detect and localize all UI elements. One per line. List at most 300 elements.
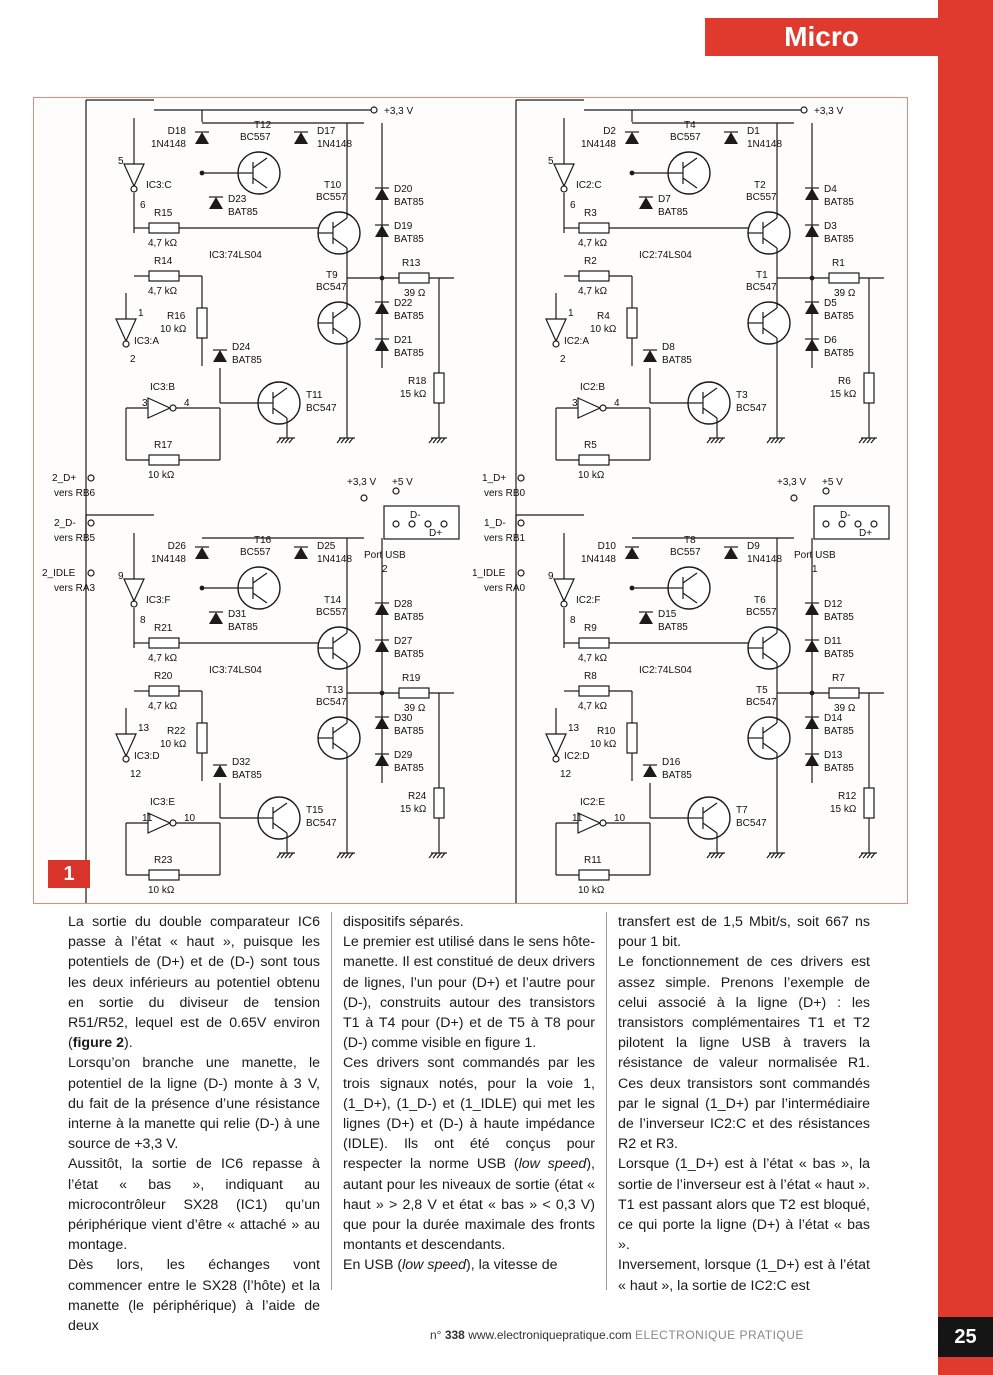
paragraph: [343, 932, 595, 1053]
component-label: BAT85: [824, 234, 854, 245]
resistor: [149, 223, 179, 233]
component-label: BAT85: [658, 622, 688, 633]
junction-dot: [630, 586, 635, 591]
component-label: IC3:74LS04: [209, 250, 262, 261]
resistor: [149, 455, 179, 465]
wire: [719, 853, 723, 858]
component-label: R24: [408, 791, 427, 802]
resistor: [579, 455, 609, 465]
resistor: [864, 788, 874, 818]
component-label: 4,7 kΩ: [578, 701, 608, 712]
inverter-bubble: [561, 601, 567, 607]
usb-port: [777, 477, 889, 575]
inverter: [578, 398, 600, 418]
component-label: T14: [324, 595, 342, 606]
component-label: D16: [662, 757, 681, 768]
component-label: D31: [228, 609, 247, 620]
component-label: BC557: [670, 547, 701, 558]
component-label: 10 kΩ: [160, 739, 187, 750]
component-label: R2: [584, 256, 597, 267]
wire: [767, 853, 771, 858]
resistor: [434, 373, 444, 403]
component-label: 2: [560, 354, 566, 365]
resistor: [149, 870, 179, 880]
component-label: D2: [603, 126, 616, 137]
component-label: D6: [824, 335, 837, 346]
wire: [715, 853, 719, 858]
wire: [711, 438, 715, 443]
wire: [281, 853, 285, 858]
component-label: BAT85: [232, 355, 262, 366]
wire: [437, 438, 441, 443]
component-label: D32: [232, 757, 251, 768]
wire: [337, 438, 341, 443]
wire: [341, 438, 345, 443]
component-label: 15 kΩ: [400, 804, 427, 815]
wire: [441, 438, 445, 443]
paragraph: [68, 1255, 320, 1336]
component-label: BAT85: [228, 207, 258, 218]
wire: [779, 438, 783, 443]
component-label: 11: [572, 813, 583, 824]
component-label: 4,7 kΩ: [148, 653, 178, 664]
terminal: [361, 495, 367, 501]
component-label: R3: [584, 208, 597, 219]
article-column-1: [68, 912, 320, 1336]
component-label: BC547: [746, 697, 777, 708]
component-label: T15: [306, 805, 324, 816]
component-label: T3: [736, 390, 748, 401]
wire: [707, 853, 711, 858]
component-label: BAT85: [394, 649, 424, 660]
component-label: +3,3 V: [777, 477, 807, 488]
component-label: D7: [658, 194, 671, 205]
paragraph: [618, 912, 870, 952]
diode: [195, 547, 209, 559]
component-label: vers RA0: [484, 583, 526, 594]
component-label: T9: [326, 270, 338, 281]
wire: [867, 438, 871, 443]
component-label: 4,7 kΩ: [578, 238, 608, 249]
driver-stage: [86, 100, 454, 538]
component-label: 12: [130, 769, 142, 780]
component-label: +3,3 V: [814, 106, 844, 117]
inverter-bubble: [123, 341, 129, 347]
component-label: 39 Ω: [404, 703, 426, 714]
component-label: 39 Ω: [834, 703, 856, 714]
component-label: +5 V: [392, 477, 413, 488]
wire: [775, 438, 779, 443]
terminal: [801, 107, 807, 113]
inverter-bubble: [170, 405, 176, 411]
component-label: 2_D-: [54, 518, 76, 529]
text-run: Dès lors, les échanges vont commencer entre le SX28 (l’hôte) et la manette (le périphérique) à l’aide de deux: [68, 1257, 320, 1335]
text-run: Ces drivers sont commandés par les trois signaux notés, pour la voie 1, (1_D+), (1_D-) et (1_IDLE) qui met les lignes (D+) et (D-) à haute impédance (IDLE). Ils ont été conçus pour respecter la norme USB (: [343, 1055, 595, 1173]
component-label: D28: [394, 599, 413, 610]
component-label: 10 kΩ: [590, 739, 617, 750]
terminal: [791, 495, 797, 501]
wire: [441, 853, 445, 858]
text-run: La sortie du double comparateur IC6 passe à l’état « haut », puisque les potentiels de (D+) et de (D-) sont tous les deux inférieurs au potentiel obtenu en sortie du diviseur de tension R51/R52, lequel est de 0.65V environ (: [68, 914, 320, 1052]
component-label: IC2:F: [576, 595, 601, 606]
text-run: Lorsque (1_D+) est à l’état « bas », la sortie de l’inverseur est à l’état « haut ». T1 est passant alors que T2 est bloqué, ce qui porte la ligne (D+) à l’état « bas ».: [618, 1156, 870, 1254]
component-label: D25: [317, 541, 336, 552]
wire: [863, 853, 867, 858]
component-label: 3: [142, 398, 148, 409]
component-label: 11: [142, 813, 153, 824]
component-label: 1: [568, 308, 574, 319]
component-label: D13: [824, 750, 843, 761]
paragraph: [343, 912, 595, 932]
schematic-svg: [34, 98, 907, 903]
inverter: [124, 164, 144, 186]
component-label: IC3:C: [146, 180, 172, 191]
component-label: R19: [402, 673, 421, 684]
component-label: R11: [584, 855, 602, 866]
resistor: [627, 723, 637, 753]
component-label: 4,7 kΩ: [148, 286, 178, 297]
component-label: T6: [754, 595, 766, 606]
component-label: D8: [662, 342, 675, 353]
diode: [195, 132, 209, 144]
component-label: BC547: [306, 818, 337, 829]
component-label: 6: [570, 200, 576, 211]
resistor: [579, 686, 609, 696]
component-label: BAT85: [232, 770, 262, 781]
component-label: BC557: [746, 192, 777, 203]
component-label: 2: [130, 354, 136, 365]
component-label: D14: [824, 713, 843, 724]
inverter: [116, 319, 136, 341]
text-run: ).: [123, 1035, 133, 1052]
resistor: [149, 686, 179, 696]
wire: [337, 853, 341, 858]
component-label: 1N4148: [580, 139, 616, 150]
inverter-bubble: [600, 405, 606, 411]
component-label: 10: [184, 813, 196, 824]
inverter: [554, 579, 574, 601]
channel-1: [42, 100, 459, 903]
component-label: BC547: [736, 818, 767, 829]
component-label: BAT85: [662, 770, 692, 781]
terminal: [855, 521, 861, 527]
component-label: BC557: [316, 192, 347, 203]
component-label: 5: [548, 156, 554, 167]
component-label: 4,7 kΩ: [578, 286, 608, 297]
diode: [213, 350, 227, 362]
component-label: D+: [429, 528, 443, 539]
component-label: D10: [597, 541, 616, 552]
component-label: vers RB1: [484, 533, 526, 544]
wire: [775, 853, 779, 858]
component-label: R8: [584, 671, 597, 682]
component-label: Port USB: [364, 550, 406, 561]
terminal: [371, 107, 377, 113]
component-label: D27: [394, 636, 413, 647]
component-label: IC2:74LS04: [639, 665, 692, 676]
diode: [625, 547, 639, 559]
component-label: vers RA3: [54, 583, 96, 594]
inverter-bubble: [561, 186, 567, 192]
inverter-bubble: [553, 341, 559, 347]
section-tab: Micro: [705, 18, 938, 56]
component-label: BAT85: [394, 311, 424, 322]
component-label: BAT85: [824, 726, 854, 737]
paragraph: [618, 1255, 870, 1295]
wire: [715, 438, 719, 443]
wire: [341, 853, 345, 858]
component-label: BAT85: [394, 726, 424, 737]
wire: [863, 438, 867, 443]
wire: [767, 438, 771, 443]
column-divider: [331, 912, 332, 1290]
inverter-bubble: [131, 601, 137, 607]
resistor: [434, 788, 444, 818]
text-run: transfert est de 1,5 Mbit/s, soit 667 ns pour 1 bit.: [618, 914, 870, 951]
diode: [639, 197, 653, 209]
text-run: figure 2: [72, 1035, 124, 1052]
wire: [349, 438, 353, 443]
component-label: 1N4148: [747, 554, 783, 565]
component-label: BC557: [240, 547, 271, 558]
paragraph: [618, 952, 870, 1154]
component-label: BAT85: [824, 612, 854, 623]
component-label: D1: [747, 126, 760, 137]
diode: [213, 765, 227, 777]
component-label: R21: [154, 623, 173, 634]
component-label: T4: [684, 120, 696, 131]
component-label: T8: [684, 535, 696, 546]
component-label: D4: [824, 184, 837, 195]
terminal: [393, 521, 399, 527]
terminal: [518, 570, 524, 576]
wire: [289, 438, 293, 443]
terminal: [88, 520, 94, 526]
component-label: D-: [410, 510, 421, 521]
driver-stage: [516, 515, 884, 903]
terminal: [425, 521, 431, 527]
website: www.electroniquepratique.com: [468, 1328, 632, 1342]
component-label: R15: [154, 208, 173, 219]
inverter-bubble: [123, 756, 129, 762]
diode: [209, 612, 223, 624]
component-label: 4,7 kΩ: [148, 701, 178, 712]
component-label: 4: [184, 398, 190, 409]
wire: [285, 853, 289, 858]
component-label: IC2:B: [580, 382, 606, 393]
component-label: D3: [824, 221, 837, 232]
diode: [294, 547, 308, 559]
component-label: R14: [154, 256, 173, 267]
text-run: En USB (: [343, 1257, 403, 1274]
diode: [643, 350, 657, 362]
driver-stage: [516, 100, 884, 538]
wire: [285, 438, 289, 443]
terminal: [88, 475, 94, 481]
column-divider: [606, 912, 607, 1290]
component-label: Port USB: [794, 550, 836, 561]
component-label: IC3:F: [146, 595, 171, 606]
component-label: 1N4148: [747, 139, 783, 150]
text-run: ), autant pour les niveaux de sortie (état « haut » > 2,8 V et état « bas » < 0,3 V) que pour la durée maximale des fronts montants et descendants.: [343, 1156, 595, 1254]
component-label: 3: [572, 398, 578, 409]
component-label: 10 kΩ: [578, 885, 605, 896]
component-label: D22: [394, 298, 413, 309]
wire: [719, 438, 723, 443]
diode: [209, 197, 223, 209]
diode: [724, 132, 738, 144]
junction-dot: [200, 171, 205, 176]
wire: [871, 853, 875, 858]
component-label: BC547: [746, 282, 777, 293]
wire: [433, 438, 437, 443]
component-label: BC557: [670, 132, 701, 143]
component-label: 9: [548, 571, 554, 582]
resistor: [829, 273, 859, 283]
article-column-3: [618, 912, 870, 1296]
component-label: 10 kΩ: [148, 470, 175, 481]
inverter-bubble: [131, 186, 137, 192]
component-label: 2_IDLE: [42, 568, 76, 579]
wire: [707, 438, 711, 443]
component-label: BAT85: [824, 763, 854, 774]
diode: [639, 612, 653, 624]
component-label: 1N4148: [150, 139, 186, 150]
component-label: 8: [140, 615, 146, 626]
component-label: 5: [118, 156, 124, 167]
component-label: BC557: [240, 132, 271, 143]
component-label: D29: [394, 750, 413, 761]
inverter: [554, 164, 574, 186]
component-label: 1N4148: [317, 139, 353, 150]
component-label: BAT85: [824, 311, 854, 322]
component-label: 1: [138, 308, 144, 319]
component-label: 15 kΩ: [400, 389, 427, 400]
component-label: BAT85: [394, 197, 424, 208]
figure-schematic: [33, 97, 908, 904]
component-label: 10 kΩ: [148, 885, 175, 896]
component-label: BAT85: [228, 622, 258, 633]
resistor: [579, 223, 609, 233]
component-label: R12: [838, 791, 857, 802]
component-label: IC2:C: [576, 180, 602, 191]
component-label: R1: [832, 258, 845, 269]
component-label: BAT85: [394, 763, 424, 774]
junction-dot: [630, 171, 635, 176]
component-label: R18: [408, 376, 427, 387]
article-column-2: [343, 912, 595, 1276]
component-label: D20: [394, 184, 413, 195]
component-label: BAT85: [394, 234, 424, 245]
component-label: T5: [756, 685, 768, 696]
wire: [345, 438, 349, 443]
component-label: IC3:74LS04: [209, 665, 262, 676]
component-label: IC3:D: [134, 751, 160, 762]
component-label: 10 kΩ: [590, 324, 617, 335]
component-label: BAT85: [394, 612, 424, 623]
wire: [859, 853, 863, 858]
inverter: [546, 319, 566, 341]
component-label: BAT85: [824, 348, 854, 359]
component-label: 2: [382, 564, 388, 575]
paragraph: [343, 1255, 595, 1275]
wire: [345, 853, 349, 858]
wire: [859, 438, 863, 443]
text-run: Inversement, lorsque (1_D+) est à l’état « haut », la sortie de IC2:C est: [618, 1257, 870, 1294]
text-run: low speed: [518, 1156, 587, 1173]
component-label: IC2:E: [580, 797, 606, 808]
component-label: D12: [824, 599, 843, 610]
text-run: ), la vitesse de: [466, 1257, 558, 1274]
wire: [711, 853, 715, 858]
paragraph: [618, 1154, 870, 1255]
resistor: [579, 271, 609, 281]
inverter-bubble: [553, 756, 559, 762]
resistor: [197, 723, 207, 753]
wire: [871, 438, 875, 443]
component-label: BC547: [306, 403, 337, 414]
text-run: Lorsqu’on branche une manette, le potentiel de la ligne (D-) monte à 3 V, du fait de la présence d’une résistance interne à la manette qui relie (D-) à une source de +3,3 V.: [68, 1055, 320, 1153]
component-label: vers RB6: [54, 488, 96, 499]
wire: [437, 853, 441, 858]
component-label: BC557: [316, 607, 347, 618]
component-label: T11: [306, 390, 323, 401]
wire: [289, 853, 293, 858]
terminal: [441, 521, 447, 527]
paragraph: [68, 1154, 320, 1255]
component-label: D18: [167, 126, 186, 137]
footer: [430, 1328, 804, 1342]
resistor: [149, 271, 179, 281]
component-label: D-: [840, 510, 851, 521]
component-label: D15: [658, 609, 677, 620]
component-label: D17: [317, 126, 336, 137]
component-label: +3,3 V: [384, 106, 414, 117]
component-label: T16: [254, 535, 272, 546]
component-label: BC547: [316, 697, 347, 708]
figure-number: 1: [48, 860, 90, 888]
terminal: [88, 570, 94, 576]
component-label: D21: [394, 335, 413, 346]
component-label: 1N4148: [150, 554, 186, 565]
component-label: BAT85: [824, 649, 854, 660]
channel-2: [472, 100, 889, 903]
component-label: 15 kΩ: [830, 389, 857, 400]
wire: [277, 853, 281, 858]
component-label: R17: [154, 440, 173, 451]
wire: [771, 853, 775, 858]
component-label: IC3:B: [150, 382, 176, 393]
component-label: R5: [584, 440, 597, 451]
inverter: [148, 398, 170, 418]
usb-port: [347, 477, 459, 575]
resistor: [399, 273, 429, 283]
component-label: 1_D+: [482, 473, 507, 484]
component-label: +3,3 V: [347, 477, 377, 488]
page-number: 25: [938, 1317, 993, 1357]
issue-number: 338: [444, 1328, 465, 1342]
wire: [429, 853, 433, 858]
component-label: R10: [597, 726, 616, 737]
component-label: 39 Ω: [404, 288, 426, 299]
resistor: [197, 308, 207, 338]
component-label: 10: [614, 813, 626, 824]
component-label: D5: [824, 298, 837, 309]
component-label: 15 kΩ: [830, 804, 857, 815]
component-label: 1N4148: [317, 554, 353, 565]
component-label: R9: [584, 623, 597, 634]
text-run: dispositifs séparés.: [343, 914, 464, 930]
